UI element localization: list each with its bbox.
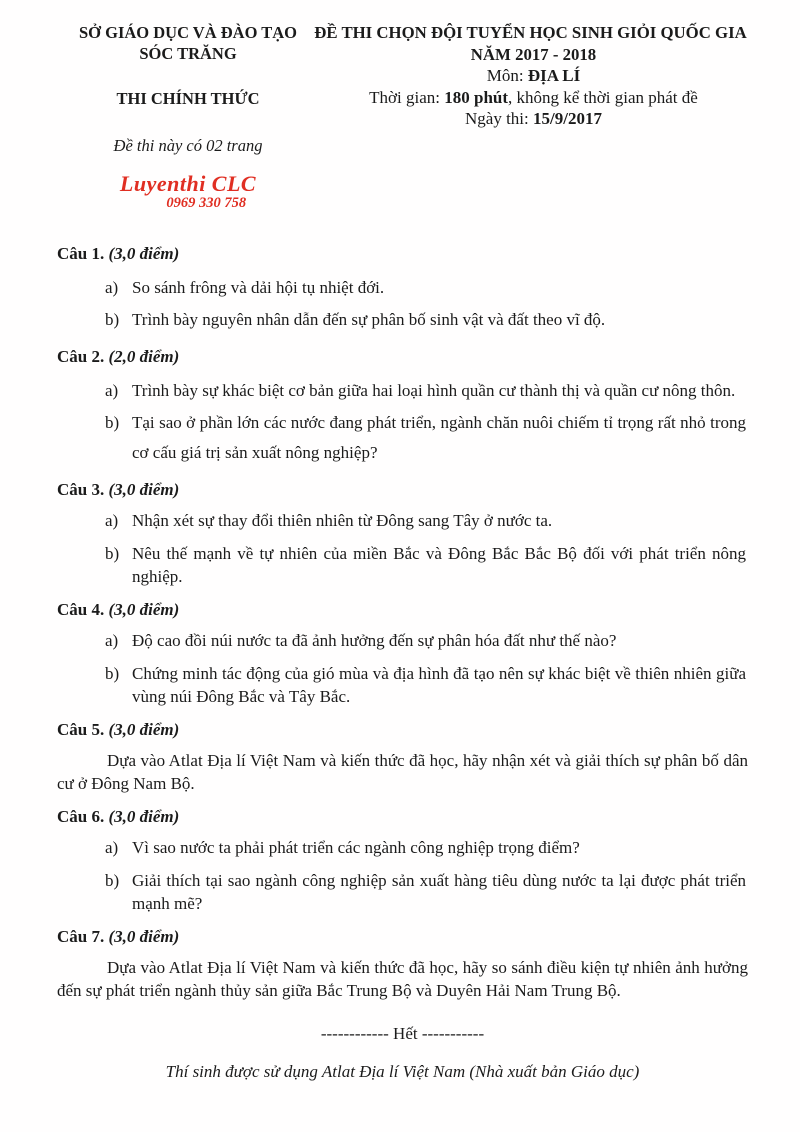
- duration-line: [319, 87, 748, 109]
- item-text: Nêu thế mạnh về tự nhiên của miền Bắc và Đông Bắc Bắc Bộ đối với phát triển nông nghiệp.: [132, 544, 746, 586]
- department-name-line1: SỞ GIÁO DỤC VÀ ĐÀO TẠO: [78, 23, 298, 42]
- exam-title-line1: ĐỀ THI CHỌN ĐỘI TUYỂN HỌC SINH GIỎI QUỐC GIA: [314, 23, 747, 42]
- exam-date-label: Ngày thi:: [465, 109, 534, 128]
- header-left-block: [57, 22, 319, 212]
- item-text: Trình bày nguyên nhân dẫn đến sự phân bố sinh vật và đất theo vĩ độ.: [132, 310, 606, 329]
- item-letter: b): [105, 310, 120, 329]
- exam-type-label: THI CHÍNH THỨC: [116, 89, 260, 108]
- question-points: (3,0 điểm): [108, 480, 180, 499]
- question-item: [105, 509, 748, 532]
- question-heading: [57, 718, 748, 742]
- atlas-permission-note: Thí sinh được sử dụng Atlat Địa lí Việt Nam (Nhà xuất bản Giáo dục): [165, 1062, 640, 1081]
- page-count-note: Đề thi này có 02 trang: [113, 136, 263, 155]
- logo-phone-number: 0969 330 758: [166, 195, 247, 211]
- question-2: [57, 345, 748, 468]
- exam-title-line2: NĂM 2017 - 2018: [470, 44, 597, 64]
- question-paragraph: Dựa vào Atlat Địa lí Việt Nam và kiến thức đã học, hãy so sánh điều kiện tự nhiên ảnh hưởng đến sự phát triển ngành thủy sản giữa Bắc Trung Bộ và Duyên Hải Nam Trung Bộ.: [57, 958, 748, 1000]
- item-text: Độ cao đồi núi nước ta đã ảnh hưởng đến sự phân hóa đất như thế nào?: [132, 631, 617, 650]
- logo-name-text: Luyenthi CLC: [119, 171, 257, 196]
- question-points: (3,0 điểm): [108, 927, 180, 946]
- question-number: Câu 5.: [57, 720, 105, 739]
- subject-value: ĐỊA LÍ: [527, 66, 581, 85]
- question-4: [57, 598, 748, 708]
- question-heading: [57, 242, 748, 266]
- item-text: So sánh frông và dải hội tụ nhiệt đới.: [132, 278, 385, 297]
- item-text: Giải thích tại sao ngành công nghiệp sản xuất hàng tiêu dùng nước ta lại được phát triển mạnh mẽ?: [132, 871, 746, 913]
- duration-label: Thời gian:: [369, 87, 445, 107]
- question-heading: [57, 598, 748, 622]
- question-points: (2,0 điểm): [108, 347, 180, 366]
- question-heading: [57, 925, 748, 949]
- item-letter: a): [105, 838, 119, 857]
- duration-value: 180 phút: [444, 87, 509, 107]
- question-1: [57, 242, 748, 335]
- question-item: [105, 869, 748, 915]
- item-letter: b): [105, 664, 120, 683]
- item-text: Trình bày sự khác biệt cơ bản giữa hai loại hình quần cư thành thị và quần cư nông thôn.: [132, 381, 736, 400]
- question-number: Câu 3.: [57, 480, 105, 499]
- question-item: [105, 376, 748, 406]
- question-heading: [57, 805, 748, 829]
- question-number: Câu 7.: [57, 927, 105, 946]
- question-7: [57, 925, 748, 1002]
- question-item: [105, 305, 748, 335]
- item-letter: b): [105, 544, 120, 563]
- question-item: [105, 662, 748, 708]
- question-points: (3,0 điểm): [108, 244, 180, 263]
- item-text: Chứng minh tác động của gió mùa và địa hình đã tạo nên sự khác biệt về thiên nhiên giữa vùng núi Đông Bắc và Tây Bắc.: [132, 664, 746, 706]
- luyenthi-clc-logo: [120, 173, 256, 211]
- subject-line: [319, 65, 748, 87]
- question-6: [57, 805, 748, 915]
- question-number: Câu 2.: [57, 347, 105, 366]
- item-text: Nhận xét sự thay đổi thiên nhiên từ Đông sang Tây ở nước ta.: [132, 511, 553, 530]
- question-item: [105, 408, 748, 468]
- question-paragraph: Dựa vào Atlat Địa lí Việt Nam và kiến thức đã học, hãy nhận xét và giải thích sự phân bố dân cư ở Đông Nam Bộ.: [57, 751, 748, 793]
- question-list: [57, 242, 748, 1002]
- item-text: Vì sao nước ta phải phát triển các ngành công nghiệp trọng điểm?: [132, 838, 580, 857]
- header-right-block: [314, 22, 748, 130]
- item-letter: a): [105, 381, 119, 400]
- question-heading: [57, 345, 748, 369]
- end-of-exam-marker: ------------ Hết -----------: [320, 1024, 485, 1043]
- question-item: [105, 542, 748, 588]
- question-points: (3,0 điểm): [108, 807, 180, 826]
- question-item: [105, 273, 748, 303]
- item-letter: a): [105, 511, 119, 530]
- item-letter: b): [105, 871, 120, 890]
- question-item: [105, 836, 748, 859]
- question-number: Câu 4.: [57, 600, 105, 619]
- subject-label: Môn:: [486, 66, 528, 85]
- question-points: (3,0 điểm): [108, 600, 180, 619]
- item-letter: b): [105, 413, 120, 432]
- exam-date-line: [319, 108, 748, 130]
- document-header: [57, 22, 748, 212]
- question-item: [105, 629, 748, 652]
- item-letter: a): [105, 631, 119, 650]
- question-points: (3,0 điểm): [108, 720, 180, 739]
- question-number: Câu 6.: [57, 807, 105, 826]
- question-number: Câu 1.: [57, 244, 105, 263]
- department-name-line2: SÓC TRĂNG: [139, 44, 237, 63]
- item-letter: a): [105, 278, 119, 297]
- question-heading: [57, 478, 748, 502]
- duration-suffix: , không kể thời gian phát đề: [508, 87, 698, 107]
- question-5: [57, 718, 748, 795]
- exam-date-value: 15/9/2017: [533, 109, 602, 128]
- item-text: Tại sao ở phần lớn các nước đang phát triển, ngành chăn nuôi chiếm tỉ trọng rất nhỏ trong cơ cấu giá trị sản xuất nông nghiệp?: [132, 413, 746, 462]
- question-3: [57, 478, 748, 588]
